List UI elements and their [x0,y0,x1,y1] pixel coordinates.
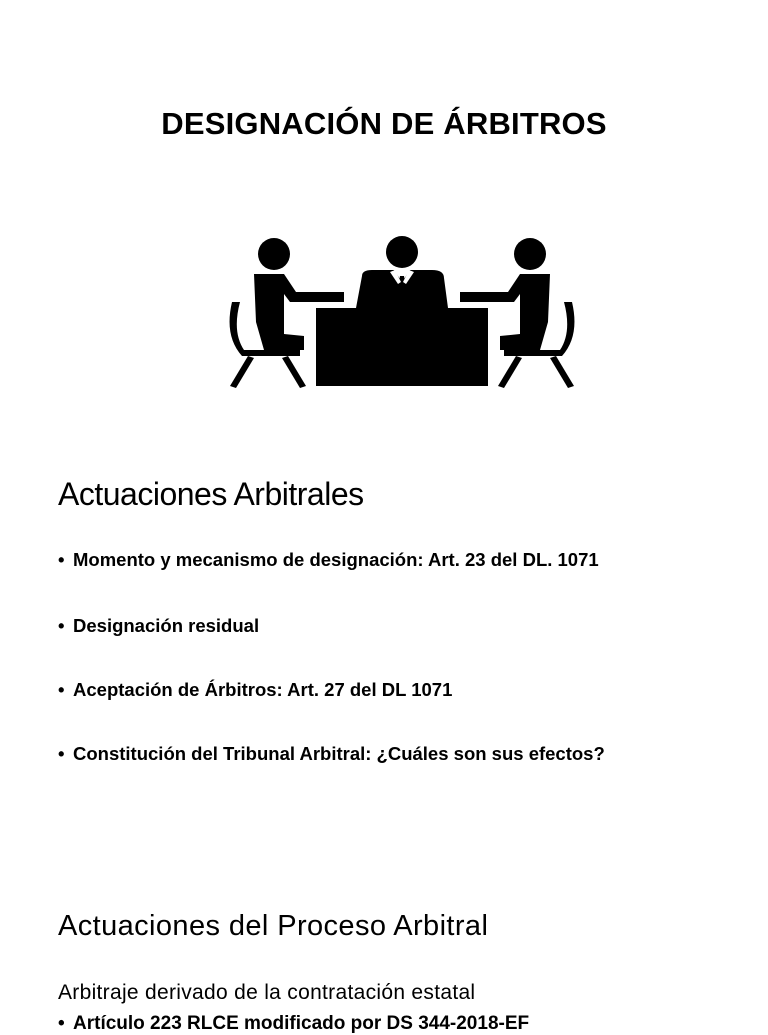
slide-title: DESIGNACIÓN DE ÁRBITROS [161,106,607,141]
section-heading: Actuaciones Arbitrales [58,476,364,512]
section-heading: Actuaciones del Proceso Arbitral [58,910,489,942]
bullet-item: • Designación residual [58,615,260,636]
bullet-item: • Momento y mecanismo de designación: Art. 23 del DL. 1071 [58,549,599,570]
section-subtext: Arbitraje derivado de la contratación estatal [58,981,476,1004]
bullet-item: • Artículo 223 RLCE modificado por DS 344-2018-EF [58,1013,530,1034]
bullet-item: • Constitución del Tribunal Arbitral: ¿Cuáles son sus efectos? [58,743,605,764]
meeting-table-icon [222,232,582,392]
bullet-item: • Aceptación de Árbitros: Art. 27 del DL 1071 [58,679,453,700]
